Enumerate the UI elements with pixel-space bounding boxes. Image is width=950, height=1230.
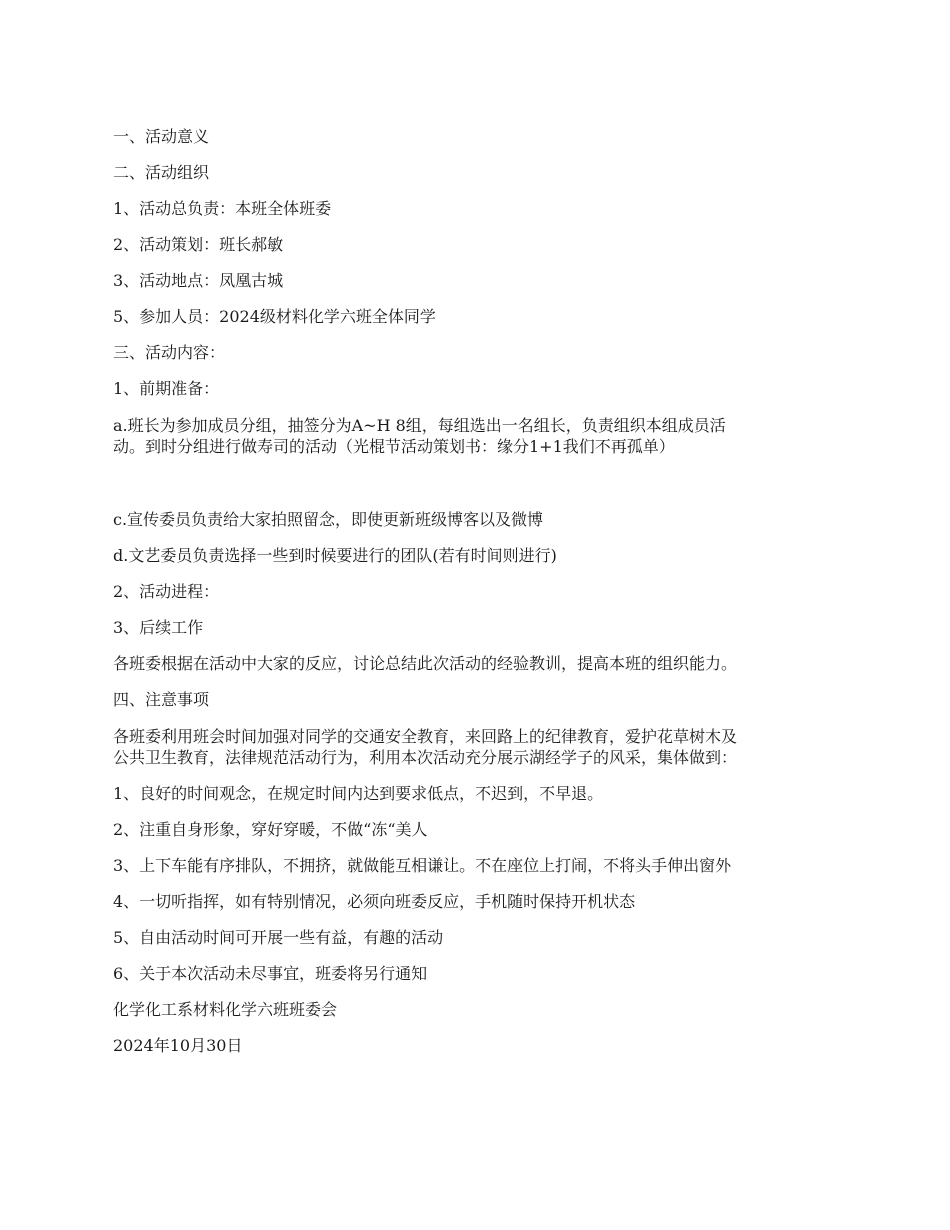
item-activity-leader: 1、活动总负责：本班全体班委	[113, 199, 332, 218]
item-arts: d.文艺委员负责选择一些到时候要进行的团队(若有时间则进行)	[113, 546, 557, 565]
paragraph-grouping-line1: a.班长为参加成员分组，抽签分为A~H 8组，每组选出一名组长，负责组织本组成员活	[113, 416, 726, 435]
item-follow-up: 3、后续工作	[113, 618, 204, 637]
heading-notes: 四、注意事项	[113, 690, 210, 709]
heading-activity-content: 三、活动内容：	[113, 343, 226, 362]
paragraph-grouping	[113, 415, 843, 457]
item-activity-location: 3、活动地点：凤凰古城	[113, 271, 284, 290]
paragraph-summary: 各班委根据在活动中大家的反应，讨论总结此次活动的经验教训，提高本班的组织能力。	[113, 654, 738, 673]
note-follow-command: 4、一切听指挥，如有特别情况，必须向班委反应，手机随时保持开机状态	[113, 892, 636, 911]
note-time: 1、良好的时间观念，在规定时间内达到要求低点，不迟到，不早退。	[113, 784, 604, 803]
item-participants: 5、参加人员：2024级材料化学六班全体同学	[113, 307, 436, 326]
heading-activity-significance: 一、活动意义	[113, 127, 210, 146]
item-publicity: c.宣传委员负责给大家拍照留念，即使更新班级博客以及微博	[113, 510, 544, 529]
heading-activity-organization: 二、活动组织	[113, 163, 210, 182]
item-activity-planner: 2、活动策划：班长郝敏	[113, 235, 284, 254]
paragraph-grouping-line2: 动。到时分组进行做寿司的活动（光棍节活动策划书：缘分1+1我们不再孤单）	[113, 437, 675, 456]
note-boarding: 3、上下车能有序排队，不拥挤，就做能互相谦让。不在座位上打闹，不将头手伸出窗外	[113, 856, 732, 875]
paragraph-safety-line1: 各班委利用班会时间加强对同学的交通安全教育，来回路上的纪律教育，爱护花草树木及	[113, 727, 738, 746]
signature-date: 2024年10月30日	[113, 1036, 243, 1055]
note-appearance: 2、注重自身形象，穿好穿暖，不做“冻“美人	[113, 820, 428, 839]
note-other: 6、关于本次活动未尽事宜，班委将另行通知	[113, 964, 428, 983]
note-free-time: 5、自由活动时间可开展一些有益，有趣的活动	[113, 928, 444, 947]
item-activity-process: 2、活动进程：	[113, 582, 220, 601]
paragraph-safety-line2: 公共卫生教育，法律规范活动行为，利用本次活动充分展示湖经学子的风采，集体做到：	[113, 748, 738, 767]
signature-committee: 化学化工系材料化学六班班委会	[113, 1000, 338, 1019]
paragraph-safety-education	[113, 726, 843, 768]
item-preparation: 1、前期准备：	[113, 379, 220, 398]
document-body	[113, 127, 843, 1072]
